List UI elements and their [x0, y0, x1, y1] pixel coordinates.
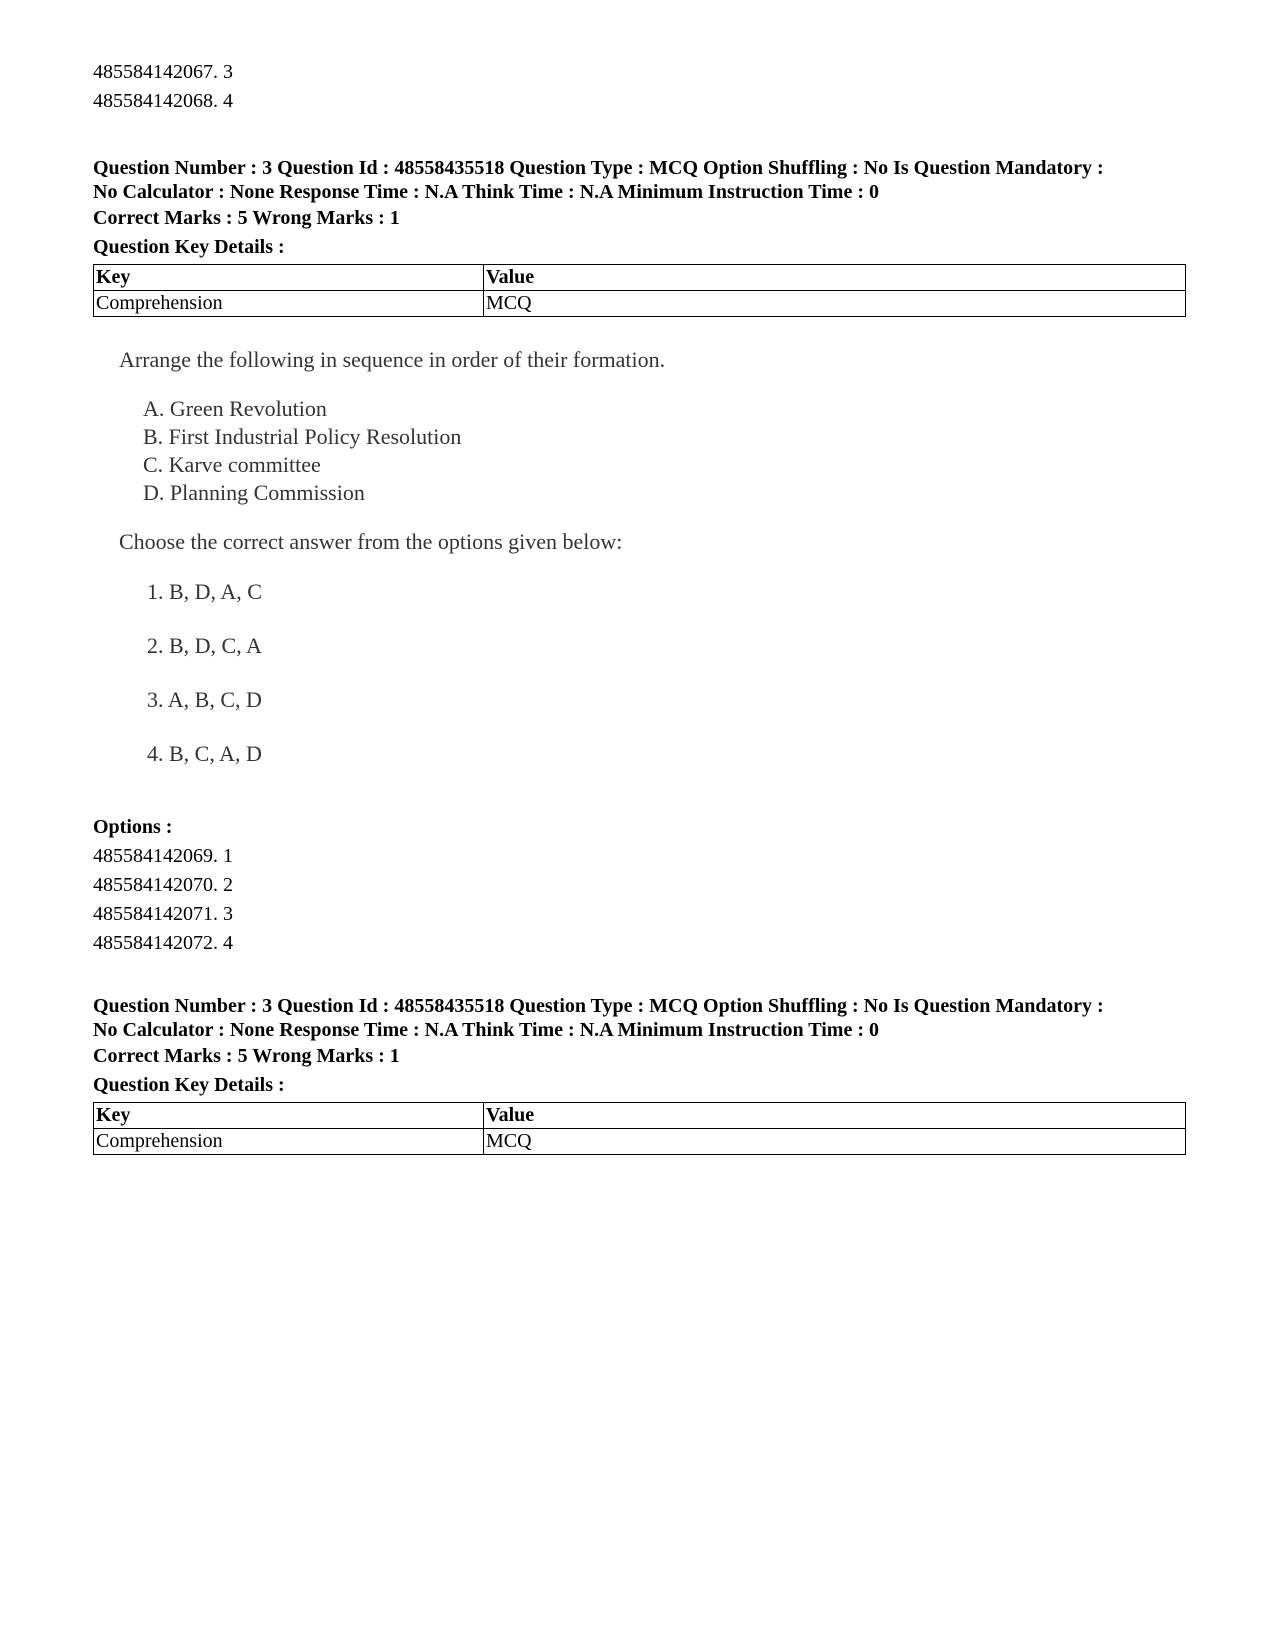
question-header-line-1: Question Number : 3 Question Id : 48558435518 Question Type : MCQ Option Shuffling : No Is Question Mandatory :	[93, 157, 1104, 179]
table-header-value: Value	[484, 1103, 1186, 1129]
key-details-table	[93, 1102, 1186, 1155]
option-number: 2	[223, 874, 233, 896]
option-line	[93, 58, 1183, 87]
question-header-line-2: No Calculator : None Response Time : N.A Think Time : N.A Minimum Instruction Time : 0	[93, 181, 879, 203]
table-cell-value: MCQ	[484, 1129, 1186, 1155]
option-id: 485584142071.	[93, 903, 218, 925]
question-stem: Arrange the following in sequence in order of their formation.	[119, 347, 666, 372]
question-item: B. First Industrial Policy Resolution	[143, 424, 462, 449]
question-item: C. Karve committee	[143, 452, 321, 477]
question-header	[93, 994, 1183, 1042]
answer-choice: 1. B, D, A, C	[147, 579, 262, 604]
key-details-label: Question Key Details :	[93, 236, 285, 258]
option-line	[93, 87, 1183, 116]
question-header-line-2: No Calculator : None Response Time : N.A Think Time : N.A Minimum Instruction Time : 0	[93, 1019, 879, 1041]
table-header-key: Key	[94, 265, 484, 291]
marks-line: Correct Marks : 5 Wrong Marks : 1	[93, 1045, 400, 1067]
option-id: 485584142072.	[93, 932, 218, 954]
table-header-key: Key	[94, 1103, 484, 1129]
question-header-line-1: Question Number : 3 Question Id : 48558435518 Question Type : MCQ Option Shuffling : No Is Question Mandatory :	[93, 995, 1104, 1017]
option-line	[93, 842, 1183, 871]
options-label: Options :	[93, 816, 173, 838]
question-prompt: Choose the correct answer from the options given below:	[119, 529, 623, 554]
answer-choice: 3. A, B, C, D	[147, 687, 262, 712]
key-details-label: Question Key Details :	[93, 1074, 285, 1096]
option-line	[93, 929, 1183, 958]
option-line	[93, 871, 1183, 900]
table-cell-key: Comprehension	[94, 291, 484, 317]
key-details-table	[93, 264, 1186, 317]
previous-options-list	[93, 58, 1183, 116]
option-line	[93, 900, 1183, 929]
table-row	[94, 1129, 1186, 1155]
option-number: 4	[223, 90, 233, 112]
option-id: 485584142069.	[93, 845, 218, 867]
option-number: 3	[223, 903, 233, 925]
answer-choice: 2. B, D, C, A	[147, 633, 262, 658]
question-header	[93, 156, 1183, 204]
table-header-row	[94, 265, 1186, 291]
question-item: A. Green Revolution	[143, 396, 327, 421]
table-header-value: Value	[484, 265, 1186, 291]
option-number: 1	[223, 845, 233, 867]
question-content	[119, 347, 1183, 795]
question-block	[93, 156, 1183, 317]
table-row	[94, 291, 1186, 317]
option-id: 485584142068.	[93, 90, 218, 112]
table-header-row	[94, 1103, 1186, 1129]
document-page	[93, 58, 1183, 1155]
options-section	[93, 813, 1183, 958]
answer-choices	[147, 579, 1183, 795]
question-item: D. Planning Commission	[143, 480, 365, 505]
answer-choice: 4. B, C, A, D	[147, 741, 262, 766]
table-cell-value: MCQ	[484, 291, 1186, 317]
option-number: 3	[223, 61, 233, 83]
option-id: 485584142070.	[93, 874, 218, 896]
question-items	[143, 395, 1183, 507]
table-cell-key: Comprehension	[94, 1129, 484, 1155]
option-number: 4	[223, 932, 233, 954]
question-block	[93, 994, 1183, 1155]
option-id: 485584142067.	[93, 61, 218, 83]
marks-line: Correct Marks : 5 Wrong Marks : 1	[93, 207, 400, 229]
